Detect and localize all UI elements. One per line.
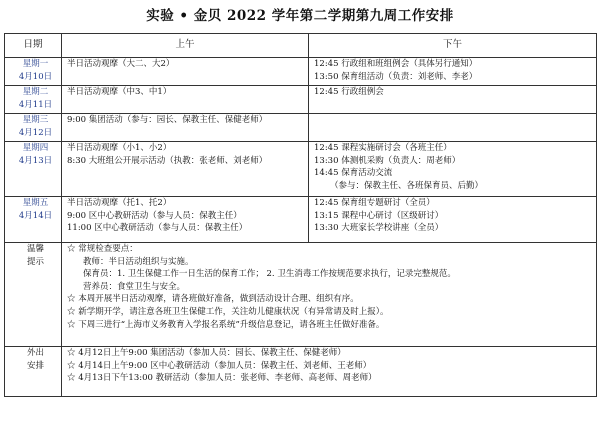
afternoon-item: （参与：保教主任、各班保育员、后勤） bbox=[330, 180, 484, 191]
day-name: 星期一 bbox=[22, 59, 49, 69]
outing-label-line: 安排 bbox=[26, 360, 44, 371]
afternoon-item: 13:15 课程中心研讨（区级研讨） bbox=[314, 210, 444, 221]
afternoon-item: 13:30 大班家长学校讲座（全员） bbox=[314, 223, 444, 234]
document-title: 实验 • 金贝 2022 学年第二学期第九周工作安排 bbox=[146, 8, 454, 24]
afternoon-item: 13:50 保育组活动（负责：刘老师、李老） bbox=[314, 71, 478, 82]
day-name: 星期五 bbox=[22, 198, 49, 208]
tips-row bbox=[5, 243, 597, 347]
morning-item: 11:00 区中心教研活动（参与人员：保教主任） bbox=[67, 223, 248, 234]
day-cell bbox=[5, 114, 62, 142]
outing-line: ☆ 4月13日下午13:00 教研活动（参加人员：张老师、李老师、高老师、周老师） bbox=[67, 373, 377, 384]
day-row-thursday bbox=[5, 142, 597, 197]
morning-item: 半日活动观摩（中3、中1） bbox=[67, 87, 172, 97]
afternoon-cell bbox=[309, 86, 597, 114]
day-date: 4月14日 bbox=[18, 210, 53, 221]
outing-label bbox=[5, 347, 62, 397]
morning-item: 9:00 区中心教研活动（参与人员：保教主任） bbox=[67, 210, 242, 221]
schedule-table bbox=[4, 33, 597, 397]
afternoon-item: 13:30 体测机采购（负责人：周老师） bbox=[314, 155, 461, 166]
header-row bbox=[5, 34, 597, 58]
tip-line: ☆ 下周三进行“上海市义务教育入学报名系统”升级信息登记，请各班主任做好准备。 bbox=[67, 319, 385, 330]
tip-line: 营养员：食堂卫生与安全。 bbox=[83, 281, 186, 292]
header-date: 日期 bbox=[5, 34, 62, 58]
tip-line: ☆ 新学期开学，请注意各班卫生保健工作，关注幼儿健康状况（有异常请及时上报）。 bbox=[67, 306, 389, 317]
afternoon-item: 12:45 保育组专题研讨（全员） bbox=[314, 198, 435, 208]
header-afternoon: 下午 bbox=[309, 34, 597, 58]
afternoon-item: 14:45 保育活动交流 bbox=[314, 168, 393, 179]
morning-item: 半日活动观摩（托1、托2） bbox=[67, 198, 172, 208]
tips-label-line: 提示 bbox=[26, 256, 44, 267]
day-row-wednesday bbox=[5, 114, 597, 142]
day-row-monday bbox=[5, 58, 597, 86]
day-cell bbox=[5, 197, 62, 243]
morning-item: 半日活动观摩（大二、大2） bbox=[67, 59, 175, 69]
day-row-friday bbox=[5, 197, 597, 243]
day-name: 星期二 bbox=[22, 87, 49, 97]
day-cell bbox=[5, 86, 62, 114]
morning-cell bbox=[62, 197, 309, 243]
day-name: 星期三 bbox=[22, 115, 49, 125]
outing-row bbox=[5, 347, 597, 397]
day-date: 4月11日 bbox=[18, 99, 53, 110]
outing-line: ☆ 4月12日上午9:00 集团活动（参加人员：园长、保教主任、保健老师） bbox=[67, 348, 346, 358]
tips-label-line: 温馨 bbox=[26, 244, 44, 254]
day-cell bbox=[5, 142, 62, 197]
morning-cell bbox=[62, 86, 309, 114]
tip-line: 保育员：1. 卫生保健工作一日生活的保育工作； 2. 卫生消毒工作按规范要求执行，记录完整规范。 bbox=[83, 269, 456, 280]
afternoon-cell bbox=[309, 142, 597, 197]
tip-line: 教师：半日活动组织与实施。 bbox=[83, 256, 194, 267]
morning-cell bbox=[62, 58, 309, 86]
tips-label bbox=[5, 243, 62, 347]
afternoon-item: 12:45 课程实施研讨会（各班主任） bbox=[314, 143, 452, 153]
morning-item: 半日活动观摩（小1、小2） bbox=[67, 143, 172, 153]
day-cell bbox=[5, 58, 62, 86]
outing-line: ☆ 4月14日上午9:00 区中心教研活动（参加人员：保教主任、刘老师、王老师） bbox=[67, 360, 372, 371]
afternoon-cell bbox=[309, 114, 597, 142]
day-name: 星期四 bbox=[22, 143, 49, 153]
tips-content bbox=[62, 243, 597, 347]
tip-line: ☆ 常规检查要点： bbox=[67, 244, 138, 254]
afternoon-cell bbox=[309, 197, 597, 243]
day-date: 4月10日 bbox=[18, 71, 53, 82]
morning-cell bbox=[62, 142, 309, 197]
header-morning: 上午 bbox=[62, 34, 309, 58]
tip-line: ☆ 本周开展半日活动观摩，请各班做好准备，做到活动设计合理、组织有序。 bbox=[67, 294, 359, 305]
morning-item: 8:30 大班组公开展示活动（执教：张老师、刘老师） bbox=[67, 155, 268, 166]
morning-item: 9:00 集团活动（参与：园长、保教主任、保健老师） bbox=[67, 115, 268, 125]
outing-content bbox=[62, 347, 597, 397]
afternoon-cell bbox=[309, 58, 597, 86]
day-date: 4月12日 bbox=[18, 127, 53, 138]
morning-cell bbox=[62, 114, 309, 142]
afternoon-item: 12:45 行政组和班组例会（具体另行通知） bbox=[314, 59, 478, 69]
day-date: 4月13日 bbox=[18, 155, 53, 166]
outing-label-line: 外出 bbox=[26, 348, 44, 358]
day-row-tuesday bbox=[5, 86, 597, 114]
afternoon-item: 12:45 行政组例会 bbox=[314, 87, 384, 97]
